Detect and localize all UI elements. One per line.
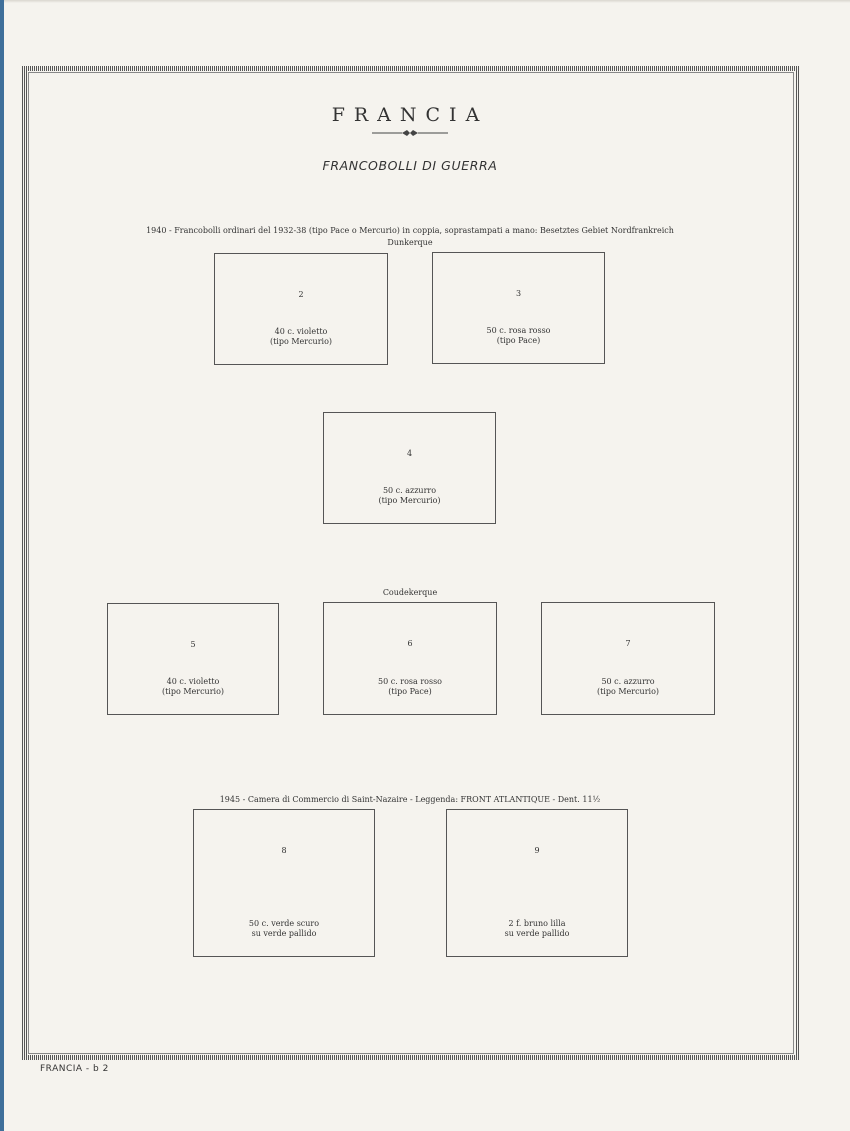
stamp-number: 7	[625, 639, 631, 648]
stamp-number: 5	[190, 640, 196, 649]
stamp-value: 50 c. rosa rosso	[486, 326, 551, 335]
stamp-type: (tipo Mercurio)	[596, 687, 660, 696]
stamp-description	[447, 919, 627, 939]
page-footer: FRANCIA - b 2	[40, 1064, 109, 1074]
section-subcaption: Dunkerque	[387, 238, 433, 247]
stamp-description	[194, 919, 374, 939]
stamp-description	[324, 486, 495, 506]
stamp-space	[193, 809, 375, 957]
section-caption: 1940 - Francobolli ordinari del 1932-38 (tipo Pace o Mercurio) in coppia, soprastampati a mano: Besetztes Gebiet Nordfrankreich	[146, 226, 674, 235]
stamp-space	[541, 602, 715, 715]
section-caption: 1945 - Camera di Commercio di Saint-Nazaire - Leggenda: FRONT ATLANTIQUE - Dent. 11½	[219, 795, 601, 804]
stamp-value: 50 c. rosa rosso	[377, 677, 442, 686]
stamp-value: 50 c. verde scuro	[248, 919, 320, 928]
stamp-value: 50 c. azzurro	[382, 486, 437, 495]
stamp-value: 40 c. violetto	[166, 677, 220, 686]
stamp-type: su verde pallido	[504, 929, 570, 938]
stamp-number: 3	[515, 289, 522, 298]
stamp-space	[323, 602, 497, 715]
stamp-space	[432, 252, 605, 364]
stamp-number: 8	[281, 846, 287, 855]
stamp-description	[542, 677, 714, 697]
stamp-type: (tipo Mercurio)	[161, 687, 225, 696]
title-ornament	[372, 128, 448, 138]
stamp-description	[433, 326, 604, 346]
stamp-description	[215, 327, 387, 347]
stamp-number: 6	[407, 639, 413, 648]
page-top-shadow	[0, 0, 850, 3]
stamp-type: (tipo Mercurio)	[269, 337, 333, 346]
stamp-value: 2 f. bruno lilla	[508, 919, 566, 928]
stamp-number: 2	[298, 290, 304, 299]
stamp-type: (tipo Mercurio)	[378, 496, 441, 505]
stamp-space	[107, 603, 279, 715]
stamp-description	[108, 677, 278, 697]
stamp-space	[323, 412, 496, 524]
stamp-space	[214, 253, 388, 365]
stamp-type: (tipo Pace)	[388, 687, 432, 696]
page-title: FRANCIA	[331, 104, 489, 126]
stamp-value: 50 c. azzurro	[601, 677, 655, 686]
stamp-number: 4	[406, 449, 413, 458]
page-border-inner	[28, 72, 794, 1054]
stamp-description	[324, 677, 496, 697]
stamp-type: (tipo Pace)	[496, 336, 541, 345]
page-subtitle: FRANCOBOLLI DI GUERRA	[322, 158, 498, 173]
stamp-space	[446, 809, 628, 957]
stamp-type: su verde pallido	[251, 929, 317, 938]
stamp-number: 9	[534, 846, 540, 855]
stamp-value: 40 c. violetto	[274, 327, 328, 336]
section-caption: Coudekerque	[382, 588, 438, 597]
